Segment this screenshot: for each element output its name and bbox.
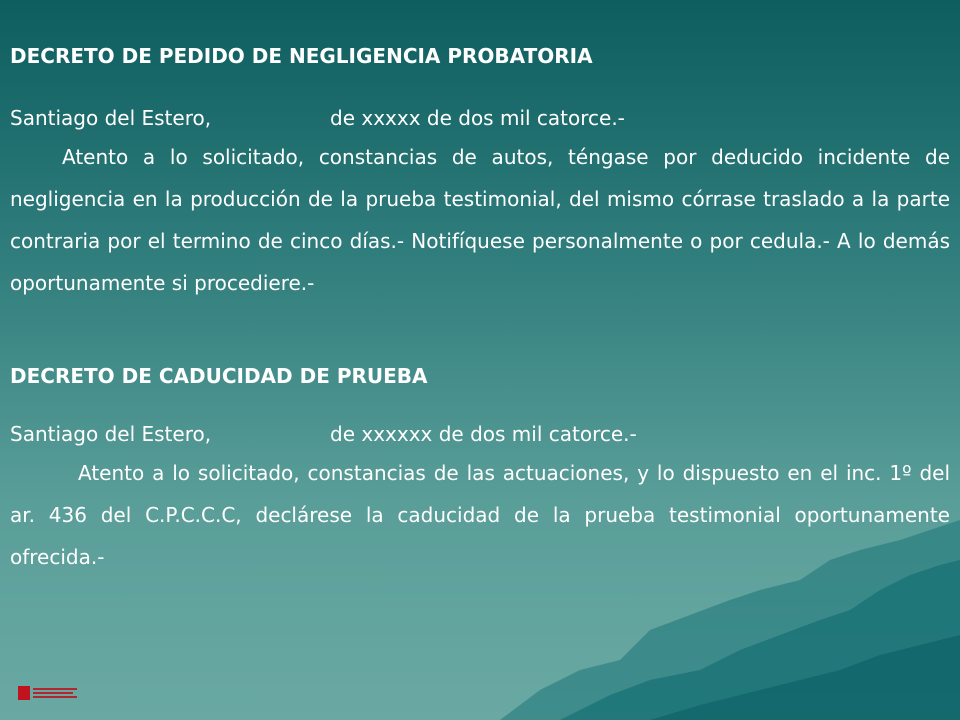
section1-date-line	[10, 100, 950, 136]
logo-text-lines	[33, 688, 77, 698]
section1-date: de xxxxx de dos mil catorce.-	[330, 106, 625, 130]
section2-date-line	[10, 416, 950, 452]
institution-logo	[18, 686, 80, 700]
section2-body: Atento a lo solicitado, constancias de las actuaciones, y lo dispuesto en el inc. 1º del ar. 436 del C.P.C.C.C, declárese la caducidad de la prueba testimonial oportunamente ofrecida.-	[10, 461, 950, 569]
section2-date: de xxxxxx de dos mil catorce.-	[330, 422, 637, 446]
logo-mark-icon	[18, 686, 30, 700]
section2-place: Santiago del Estero,	[10, 422, 212, 446]
section1-body: Atento a lo solicitado, constancias de autos, téngase por deducido incidente de negligencia en la producción de la prueba testimonial, del mismo córrase traslado a la parte contraria por el termino de cinco días.- Notifíquese personalmente o por cedula.- A lo demás oportunamente si procediere.-	[10, 145, 950, 295]
section2-title: DECRETO DE CADUCIDAD DE PRUEBA	[10, 364, 428, 388]
section1-title: DECRETO DE PEDIDO DE NEGLIGENCIA PROBATORIA	[10, 44, 593, 68]
document-content	[10, 38, 950, 578]
section1-place: Santiago del Estero,	[10, 106, 212, 130]
